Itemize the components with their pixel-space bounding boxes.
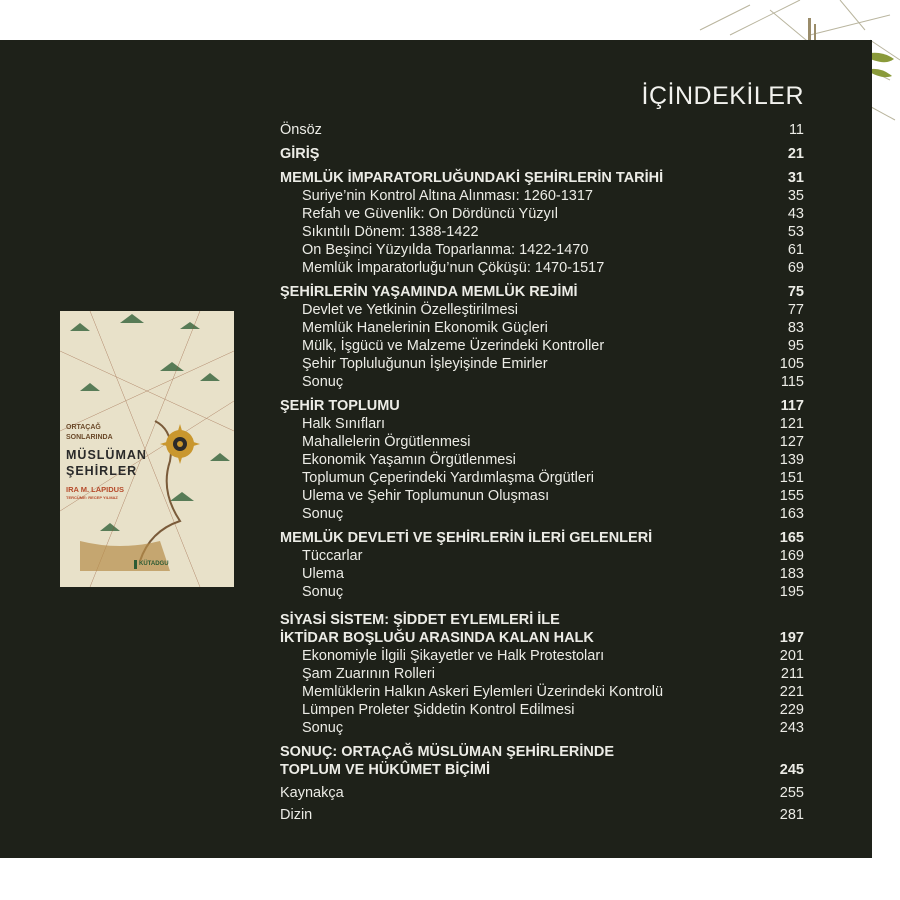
toc-section-label: Şehir Topluluğunun İşleyişinde Emirler [302,356,548,372]
toc-chapter-label: ŞEHİRLERİN YAŞAMINDA MEMLÜK REJİMİ [280,284,578,300]
toc-entry-page: 281 [779,807,804,823]
toc-chapter-4 [280,529,804,547]
toc-section-label: Devlet ve Yetkinin Özelleştirilmesi [302,302,518,318]
toc-section-label: Memlük İmparatorluğu’nun Çöküşü: 1470-1517 [302,260,605,276]
toc-section-label: Memlüklerin Halkın Askeri Eylemleri Üzerindeki Kontrolü [302,684,664,700]
toc-section [280,487,804,505]
toc-section-label: Halk Sınıfları [302,416,385,432]
toc-section-page: 163 [779,506,804,522]
toc-section-page: 95 [787,338,804,354]
toc-section-page: 221 [779,684,804,700]
toc-entry-label: Dizin [280,807,313,823]
toc-section-page: 115 [780,374,804,390]
toc-section-label: Mülk, İşgücü ve Malzeme Üzerindeki Kontroller [302,338,605,354]
toc-section [280,205,804,223]
toc-chapter-page: 245 [779,762,804,778]
toc-section [280,547,804,565]
toc-section-page: 53 [787,224,804,240]
toc-section [280,647,804,665]
toc-section-page: 183 [779,566,804,582]
toc-chapter-page: 165 [779,530,804,546]
toc-section-label: On Beşinci Yüzyılda Toparlanma: 1422-1470 [302,242,589,258]
toc-chapter-page: 117 [780,398,804,414]
toc-section-label: Suriye’nin Kontrol Altına Alınması: 1260-1317 [302,188,593,204]
toc-section-page: 195 [779,584,804,600]
toc-section [280,665,804,683]
toc-chapter-1 [280,169,804,187]
book-cover-image [60,311,234,587]
toc-entry-kaynakca [280,782,804,804]
toc-entry-dizin [280,804,804,826]
toc-chapter-page: 75 [787,284,804,300]
toc-section [280,451,804,469]
toc-chapter-page: 21 [787,146,804,162]
toc-section-page: 243 [779,720,804,736]
toc-section [280,319,804,337]
toc-chapter-label-line1: SONUÇ: ORTAÇAĞ MÜSLÜMAN ŞEHİRLERİNDE [280,744,615,760]
toc-section-page: 155 [779,488,804,504]
toc-section [280,415,804,433]
toc-chapter-3 [280,397,804,415]
toc-section-page: 127 [779,434,804,450]
toc-section-label: Şam Zuarının Rolleri [302,666,435,682]
book-cover-line1: ORTAÇAĞ [66,424,101,431]
toc-section [280,337,804,355]
toc-section-page: 169 [779,548,804,564]
toc-chapter-page: 197 [779,630,804,646]
toc-section-label: Mahallelerin Örgütlenmesi [302,434,471,450]
toc-chapter-label-line2: İKTİDAR BOŞLUĞU ARASINDA KALAN HALK [280,630,594,646]
toc-chapter-label: MEMLÜK DEVLETİ VE ŞEHİRLERİN İLERİ GELENLERİ [280,530,653,546]
page-title: İÇİNDEKİLER [641,82,804,110]
toc-section-page: 139 [779,452,804,468]
toc-section-page: 61 [787,242,804,258]
book-cover-author: IRA M. LAPIDUS [66,485,125,494]
toc-entry-page: 255 [779,785,804,801]
toc-section-label: Sonuç [302,720,344,736]
toc-chapter-6 [280,743,804,779]
toc-section [280,373,804,391]
book-cover-line2: SONLARINDA [66,434,113,441]
toc-section-label: Sonuç [302,584,344,600]
table-of-contents [280,121,804,826]
toc-section-label: Ekonomiyle İlgili Şikayetler ve Halk Protestoları [302,648,605,664]
toc-section-page: 69 [787,260,804,276]
toc-section-label: Ulema [302,566,344,582]
toc-section [280,187,804,205]
toc-chapter-label-line2: TOPLUM VE HÜKÛMET BİÇİMİ [280,762,490,778]
toc-section [280,505,804,523]
toc-section-label: Toplumun Çeperindeki Yardımlaşma Örgütleri [302,470,595,486]
book-cover-translator: TERCÜME: RECEP YILMAZ [66,495,118,500]
toc-chapter-page: 31 [787,170,804,186]
toc-section-label: Refah ve Güvenlik: On Dördüncü Yüzyıl [302,206,559,222]
toc-section [280,469,804,487]
toc-section-page: 35 [787,188,804,204]
toc-section [280,583,804,601]
toc-section [280,701,804,719]
book-cover-line3: MÜSLÜMAN [66,448,147,462]
toc-section-page: 105 [779,356,804,372]
toc-section [280,241,804,259]
toc-section-label: Lümpen Proleter Şiddetin Kontrol Edilmesi [302,702,575,718]
toc-section [280,259,804,277]
toc-entry-page: 11 [788,122,804,138]
toc-section [280,301,804,319]
toc-section [280,223,804,241]
toc-section-label: Sonuç [302,374,344,390]
toc-chapter-label: ŞEHİR TOPLUMU [280,398,400,414]
toc-chapter-2 [280,283,804,301]
toc-section-page: 43 [787,206,804,222]
toc-section [280,683,804,701]
toc-section-label: Sıkıntılı Dönem: 1388-1422 [302,224,479,240]
toc-section [280,355,804,373]
toc-section-label: Sonuç [302,506,344,522]
toc-section-label: Ekonomik Yaşamın Örgütlenmesi [302,452,516,468]
toc-section [280,433,804,451]
toc-section [280,565,804,583]
toc-section-page: 229 [779,702,804,718]
toc-section-page: 83 [787,320,804,336]
toc-entry-label: Kaynakça [280,785,344,801]
book-cover-line4: ŞEHİRLER [66,464,138,478]
toc-section [280,719,804,737]
toc-section-page: 151 [779,470,804,486]
toc-chapter-label-line1: SİYASİ SİSTEM: ŞİDDET EYLEMLERİ İLE [280,612,560,628]
toc-section-label: Tüccarlar [302,548,363,564]
toc-chapter-label: MEMLÜK İMPARATORLUĞUNDAKİ ŞEHİRLERİN TARİHİ [280,170,664,186]
toc-section-page: 121 [779,416,804,432]
toc-chapter-label: GİRİŞ [280,146,320,162]
toc-section-page: 201 [779,648,804,664]
book-cover-publisher: KÜTADGU [139,561,169,567]
toc-entry-label: Önsöz [280,122,322,138]
toc-section-label: Ulema ve Şehir Toplumunun Oluşması [302,488,550,504]
toc-section-page: 211 [780,666,804,682]
toc-entry-onsoz [280,121,804,139]
toc-section-label: Memlük Hanelerinin Ekonomik Güçleri [302,320,548,336]
toc-chapter-giris [280,145,804,163]
toc-chapter-5 [280,611,804,647]
toc-section-page: 77 [787,302,804,318]
